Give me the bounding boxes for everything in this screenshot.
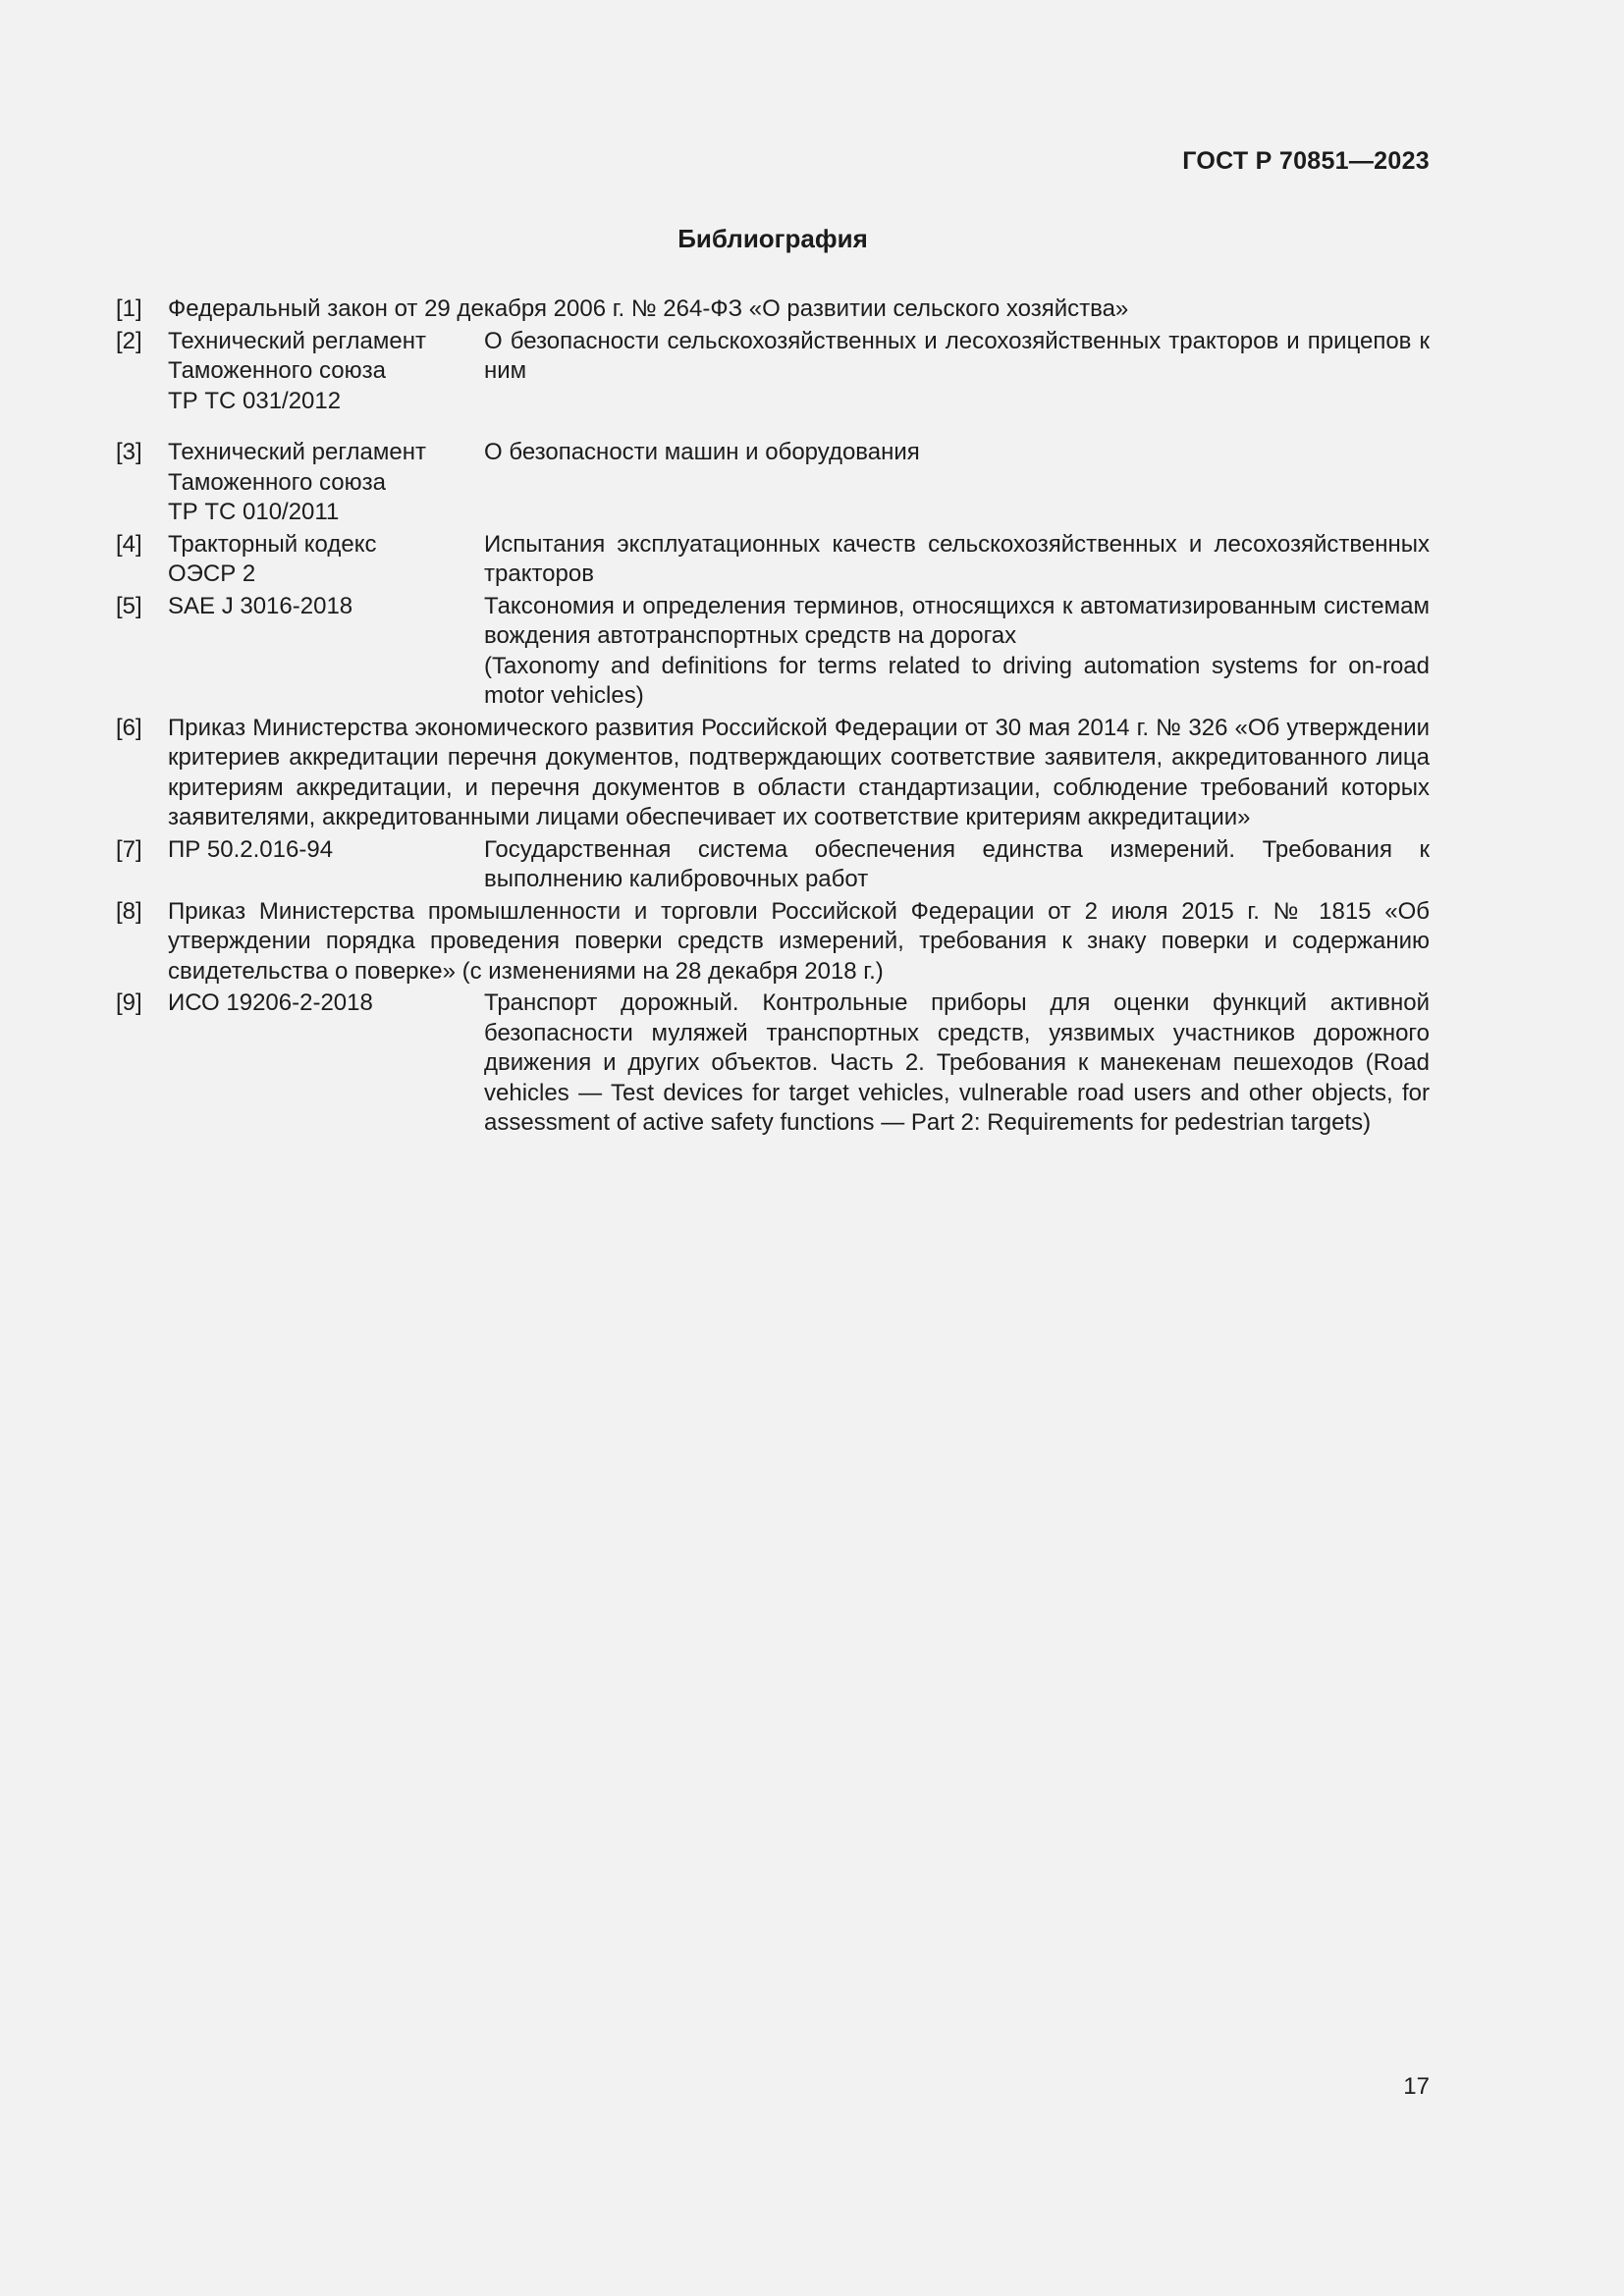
- entry-description-line: О безопасности машин и оборудования: [484, 439, 920, 465]
- entry-number: [2]: [116, 327, 142, 354]
- entry-source: [168, 438, 484, 528]
- entry-description-line: Государственная система обеспечения единства измерений. Требования к выполнению калибровочных работ: [484, 835, 1430, 892]
- entry-description-line: Испытания эксплуатационных качеств сельскохозяйственных и лесохозяйственных тракторов: [484, 530, 1430, 587]
- entry-number: [9]: [116, 989, 142, 1016]
- bibliography-entry: [116, 835, 1430, 895]
- page-number: 17: [1403, 2073, 1430, 2100]
- bibliography-entry: [116, 592, 1430, 712]
- entry-source-line: ПР 50.2.016-94: [168, 835, 334, 863]
- entry-number: [3]: [116, 439, 142, 465]
- entry-number: [4]: [116, 530, 142, 558]
- entry-number: [5]: [116, 592, 142, 619]
- entry-source-line: ТР ТС 031/2012: [168, 387, 342, 414]
- entry-description: [484, 530, 1430, 590]
- entry-source: [168, 327, 484, 417]
- entry-source-line: ТР ТС 010/2011: [168, 499, 340, 525]
- entry-source: [168, 592, 484, 712]
- entry-source-line: SAE J 3016-2018: [168, 592, 353, 619]
- entry-description-line: Таксономия и определения терминов, относящихся к автоматизированным системам вождения автотранспортных средств на дорогах: [484, 592, 1430, 649]
- entry-description: [484, 438, 1430, 528]
- entry-text: Приказ Министерства промышленности и торговли Российской Федерации от 2 июля 2015 г. № 1815 «Об утверждении порядка проведения поверки средств измерений, требования к знаку поверки и содержанию свидетельства о поверке» (с изменениями на 28 декабря 2018 г.): [168, 897, 1430, 985]
- bibliography-entry: [116, 897, 1430, 988]
- entry-source-line: ИСО 19206-2-2018: [168, 989, 373, 1016]
- entry-source-line: Таможенного союза: [168, 468, 386, 496]
- entry-description-line: (Taxonomy and definitions for terms related to driving automation systems for on-road motor vehicles): [484, 652, 1430, 709]
- entry-description-line: О безопасности сельскохозяйственных и лесохозяйственных тракторов и прицепов к ним: [484, 327, 1430, 384]
- bibliography-entry: [116, 530, 1430, 590]
- bibliography-entry: [116, 714, 1430, 833]
- bibliography-entry: [116, 294, 1430, 325]
- entry-description: [484, 988, 1430, 1139]
- entry-source-line: Тракторный кодекс: [168, 530, 377, 558]
- entry-source-line: ОЭСР 2: [168, 561, 256, 587]
- bibliography-entry: [116, 988, 1430, 1139]
- entry-source-line: Технический регламент: [168, 439, 426, 465]
- entry-source: [168, 835, 484, 895]
- document-code: ГОСТ Р 70851—2023: [1182, 147, 1430, 175]
- entry-description-line: Транспорт дорожный. Контрольные приборы для оценки функций активной безопасности муляжей транспортных средств, уязвимых участников дорожного движения и других объектов. Часть 2. Требования к манекенам пешеходов (Road vehicles — Test devices for target vehicles, vulnerable road users and other objects, for assessment of active safety functions — Part 2: Requirements for pedestrian targets): [484, 989, 1430, 1136]
- entry-source-line: Таможенного союза: [168, 357, 386, 384]
- entry-description: [484, 592, 1430, 712]
- entry-description: [484, 327, 1430, 417]
- bibliography-entry: [116, 327, 1430, 417]
- bibliography-entry: [116, 438, 1430, 528]
- entry-number: [8]: [116, 897, 142, 925]
- entry-number: [7]: [116, 835, 142, 863]
- entry-source-line: Технический регламент: [168, 327, 426, 354]
- entry-text: Федеральный закон от 29 декабря 2006 г. № 264-ФЗ «О развитии сельского хозяйства»: [168, 295, 1129, 322]
- bibliography-list: [116, 294, 1430, 1141]
- entry-description: [484, 835, 1430, 895]
- entry-source: [168, 530, 484, 590]
- entry-text: Приказ Министерства экономического развития Российской Федерации от 30 мая 2014 г. № 326 «Об утверждении критериев аккредитации перечня документов, подтверждающих соответствие заявителя, аккредитованного лица критериям аккредитации, и перечня документов в области стандартизации, соблюдение требований которых заявителями, аккредитованными лицами обеспечивает их соответствие критериям аккредитации»: [168, 714, 1430, 830]
- section-title: Библиография: [677, 224, 868, 253]
- entry-number: [6]: [116, 714, 142, 741]
- entry-number: [1]: [116, 295, 142, 322]
- entry-source: [168, 988, 484, 1139]
